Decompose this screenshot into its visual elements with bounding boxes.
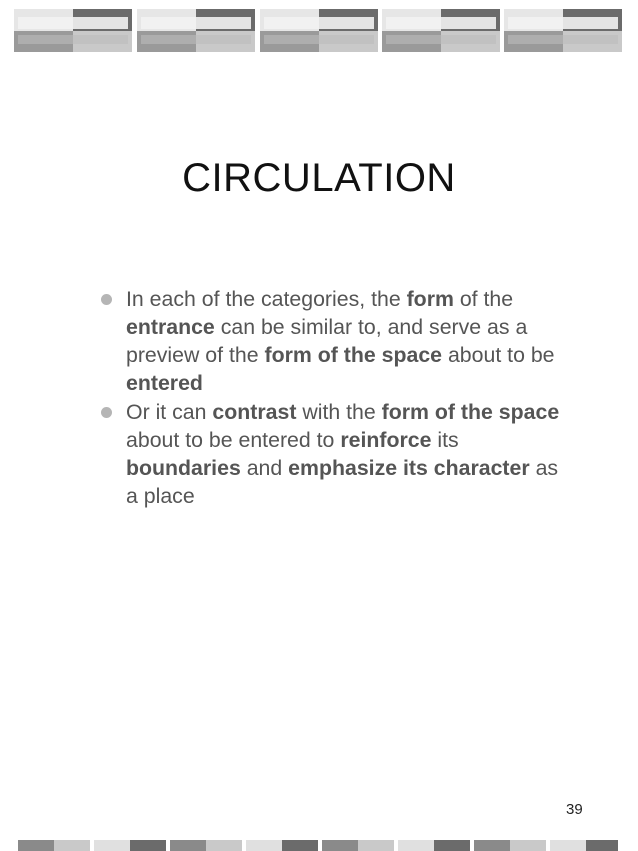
bold-segment: boundaries bbox=[126, 456, 241, 480]
bullet-dot-icon bbox=[101, 407, 112, 418]
band-block bbox=[14, 9, 132, 52]
bold-segment: reinforce bbox=[340, 428, 432, 452]
band-segment bbox=[358, 840, 394, 851]
bullet-dot-icon bbox=[101, 294, 112, 305]
band-segment bbox=[130, 840, 166, 851]
band-segment bbox=[550, 840, 586, 851]
bold-segment: form bbox=[406, 287, 454, 311]
bullet-text bbox=[126, 287, 555, 395]
band-segment bbox=[510, 840, 546, 851]
text-segment: its bbox=[431, 428, 459, 452]
band-segment bbox=[586, 840, 618, 851]
slide-title: CIRCULATION bbox=[182, 156, 456, 200]
band-segment bbox=[206, 840, 242, 851]
bullet-list bbox=[101, 285, 571, 510]
band-block bbox=[504, 9, 622, 52]
text-segment: about to be bbox=[442, 343, 555, 367]
bold-segment: form of the space bbox=[264, 343, 443, 367]
band-segment bbox=[246, 840, 282, 851]
band-block bbox=[260, 9, 378, 52]
bold-segment: emphasize its character bbox=[288, 456, 530, 480]
bold-segment: form of the space bbox=[381, 400, 560, 424]
band-segment bbox=[94, 840, 130, 851]
text-segment: can be similar to, and serve as a preview of the bbox=[126, 315, 528, 367]
top-decorative-band bbox=[14, 9, 622, 52]
bullet-text bbox=[126, 400, 559, 508]
page-number: 39 bbox=[566, 801, 583, 818]
bold-segment: entered bbox=[126, 371, 203, 395]
text-segment: In each of the categories, the bbox=[126, 287, 407, 311]
band-segment bbox=[282, 840, 318, 851]
bullet-item bbox=[101, 398, 571, 510]
bullet-item bbox=[101, 285, 571, 397]
bold-segment: entrance bbox=[126, 315, 215, 339]
text-segment: about to be entered to bbox=[126, 428, 341, 452]
band-segment bbox=[398, 840, 434, 851]
text-segment: with the bbox=[296, 400, 382, 424]
band-block bbox=[137, 9, 255, 52]
text-segment: Or it can bbox=[126, 400, 213, 424]
band-block bbox=[382, 9, 500, 52]
text-segment: as a place bbox=[126, 456, 559, 508]
band-segment bbox=[54, 840, 90, 851]
band-segment bbox=[474, 840, 510, 851]
bottom-decorative-band bbox=[18, 840, 618, 851]
band-segment bbox=[434, 840, 470, 851]
band-segment bbox=[18, 840, 54, 851]
text-segment: and bbox=[240, 456, 289, 480]
band-segment bbox=[170, 840, 206, 851]
band-segment bbox=[322, 840, 358, 851]
text-segment: of the bbox=[453, 287, 514, 311]
bold-segment: contrast bbox=[212, 400, 297, 424]
